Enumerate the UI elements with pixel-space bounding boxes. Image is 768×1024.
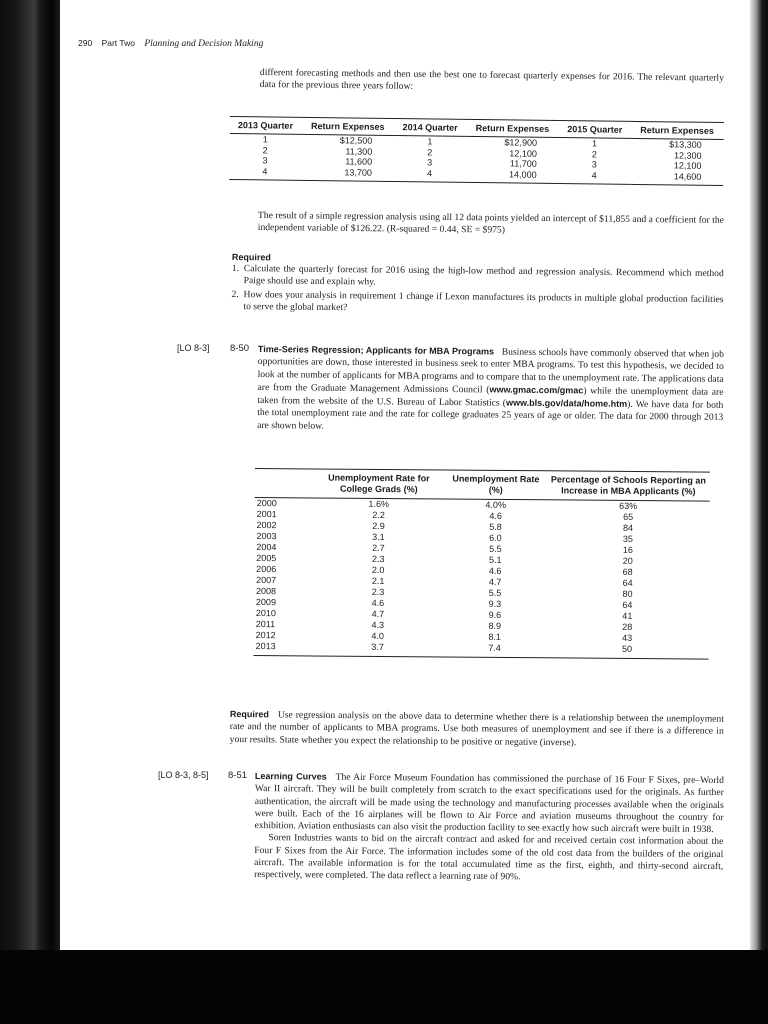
table-cell: 2012 bbox=[255, 630, 276, 641]
table-cell: 8.9 bbox=[488, 620, 502, 631]
table-cell: 4.6 bbox=[371, 597, 385, 609]
table-cell: 3.1 bbox=[372, 531, 385, 543]
unemployment-mba-table bbox=[254, 468, 710, 660]
table-row bbox=[254, 641, 709, 659]
regression-result-paragraph: The result of a simple regression analysis using all 12 data points yielded an intercept of $11,855 and a coefficient for the independent variable of $126.22. (R-squared = 0.44, SE = $975) bbox=[257, 210, 724, 236]
table-cell: 20 bbox=[622, 555, 633, 566]
text-segment: ) while the unemployment data are taken from the website of the U.S. Bureau of Labor Statistics ( bbox=[257, 385, 724, 409]
page-binding-shadow bbox=[0, 0, 60, 950]
table-cell: 64 bbox=[622, 599, 633, 610]
table-cell: 4.0 bbox=[371, 630, 384, 642]
item-number: 1. bbox=[231, 262, 240, 275]
table-cell: 35 bbox=[622, 533, 633, 544]
page-number: 290 bbox=[78, 38, 93, 48]
intro-paragraph: different forecasting methods and then use the best one to forecast quarterly expenses for 2016. The relevant quarterly data for the previous three years follow: bbox=[259, 67, 724, 93]
table-cell: 2002 bbox=[256, 520, 277, 531]
table-cell: 1.6% bbox=[368, 498, 390, 510]
table-cell: 9.3 bbox=[488, 598, 502, 609]
problem-8-51-text-1 bbox=[254, 770, 724, 837]
table-cell: 4.3 bbox=[371, 619, 385, 631]
table-cell: 12,300 bbox=[673, 149, 702, 161]
table-cell: 4 bbox=[229, 165, 300, 180]
table-cell: 3 bbox=[427, 157, 433, 168]
problem-8-50-text bbox=[257, 343, 724, 437]
table-cell: 2000 bbox=[256, 498, 277, 509]
table-cell: 65 bbox=[623, 511, 634, 522]
table-cell: 2003 bbox=[256, 531, 277, 542]
table-cell: 4.0% bbox=[485, 499, 507, 510]
list-item bbox=[232, 263, 724, 291]
table-cell: 2 bbox=[427, 146, 433, 157]
required-block-2 bbox=[230, 708, 724, 751]
table-cell: $13,300 bbox=[669, 139, 702, 150]
table-cell: 2.1 bbox=[371, 575, 385, 587]
table-cell: 4 bbox=[394, 168, 465, 183]
table-cell: 68 bbox=[622, 566, 633, 577]
item-text: How does your analysis in requirement 1 change if Lexon manufactures its products in multiple global production facilities to serve the global market? bbox=[243, 289, 724, 313]
table-cell: 2.3 bbox=[371, 586, 385, 598]
table-cell: 2004 bbox=[256, 542, 277, 553]
table-cell: 1 bbox=[592, 138, 598, 149]
problem-8-50-block bbox=[257, 343, 724, 437]
text-segment: The Air Force Museum Foundation has commissioned the purchase of 16 Four F Sixes, pre–World War II aircraft. They will be built completely from scratch to the exact specifications used for the originals. As further authentication, the aircraft will be made using the technology and manufacturing processes available when the originals were built. Each of the 16 airplanes will be flown to Air Force and aviation museums throughout the country for exhibition. Aviation enthusiasts can also visit the production facility to see exactly how such aircraft were built in 1938. bbox=[254, 771, 724, 836]
table-cell: 12,100 bbox=[673, 160, 702, 171]
item-text: Calculate the quarterly forecast for 2016 using the high-low method and regression analysis. Recommend which method Paige should use and explain why. bbox=[243, 263, 724, 288]
table-cell: 5.8 bbox=[489, 521, 502, 532]
required-2-paragraph bbox=[230, 708, 724, 751]
table-cell: 12,100 bbox=[509, 147, 537, 159]
column-header: 2013 Quarter bbox=[230, 116, 301, 134]
table-cell: 2 bbox=[591, 148, 598, 159]
table-cell: 8.1 bbox=[488, 631, 501, 642]
scan-bottom-band bbox=[0, 950, 768, 1024]
column-header: Unemployment Rate for College Grads (%) bbox=[313, 469, 445, 499]
part-label: Part Two bbox=[101, 38, 135, 48]
bls-url: www.bls.gov/data/home.htm bbox=[505, 397, 628, 410]
table-cell: 2001 bbox=[256, 509, 277, 520]
table-cell: 43 bbox=[622, 632, 633, 643]
table-cell: 2.9 bbox=[372, 520, 385, 532]
column-header: Return Expenses bbox=[466, 119, 560, 137]
table-cell: 3 bbox=[262, 155, 268, 166]
table-cell: 2006 bbox=[256, 564, 277, 575]
column-header: Percentage of Schools Reporting an Increase in MBA Applicants (%) bbox=[547, 471, 710, 501]
table-cell: 1 bbox=[427, 136, 433, 147]
required-heading: Required bbox=[229, 708, 270, 720]
required-heading: Required bbox=[231, 252, 272, 263]
table-cell: 2008 bbox=[255, 586, 277, 597]
table-cell: 14,600 bbox=[630, 170, 724, 185]
table-cell: 3 bbox=[591, 159, 597, 170]
table-cell: 4.7 bbox=[371, 608, 385, 620]
return-expenses-table bbox=[229, 116, 724, 186]
column-header: Return Expenses bbox=[630, 121, 724, 139]
table-cell: 4.6 bbox=[489, 510, 502, 521]
text-segment: Business schools have commonly observed that when job opportunities are down, those interested in business seek to enter MBA programs. To test this hypothesis, we decided to look at the number of applicants for MBA programs and to compare that to the unemployment rate. The applications data are from the Graduate Management Admissions Council ( bbox=[257, 346, 724, 396]
requirements-list bbox=[231, 263, 723, 317]
column-header: Unemployment Rate (%) bbox=[445, 470, 547, 500]
column-header: 2015 Quarter bbox=[559, 121, 630, 139]
table-cell: 80 bbox=[622, 588, 633, 599]
table-cell: 2 bbox=[262, 144, 268, 155]
table-cell: 13,700 bbox=[300, 166, 394, 181]
table-cell: 16 bbox=[622, 544, 633, 555]
table-cell: 2011 bbox=[255, 619, 276, 630]
problem-number: 8-51 bbox=[228, 770, 248, 781]
learning-objective-tag: [LO 8-3, 8-5] bbox=[158, 770, 209, 780]
table-cell: 2009 bbox=[255, 597, 277, 608]
table-cell: 28 bbox=[622, 621, 633, 632]
table-cell: 2013 bbox=[254, 641, 312, 656]
table-cell: 4.6 bbox=[488, 565, 502, 576]
table-cell: 2.2 bbox=[372, 509, 385, 521]
problem-number: 8-50 bbox=[230, 343, 250, 354]
table-cell: 3.7 bbox=[312, 641, 444, 657]
column-header: Return Expenses bbox=[301, 117, 395, 135]
table-header-row bbox=[255, 468, 710, 501]
table-cell: 11,600 bbox=[345, 156, 373, 167]
learning-objective-tag: [LO 8-3] bbox=[177, 343, 210, 353]
text-segment: Use regression analysis on the above data to determine whether there is a relationship between the unemployment rate and the number of applicants to MBA programs. Use both measures of unemployment and see if there is a difference in your results. State whether you expect the relationship to be positive or negative (inverse). bbox=[229, 709, 724, 748]
table-cell: 1 bbox=[262, 134, 268, 145]
table-cell: 41 bbox=[622, 610, 633, 621]
chapter-title: Planning and Decision Making bbox=[144, 39, 264, 49]
table-cell: 14,000 bbox=[465, 168, 559, 183]
table-cell: 4 bbox=[559, 170, 630, 185]
table-cell: 63% bbox=[619, 500, 638, 512]
problem-title: Time-Series Regression; Applicants for MBA Programs bbox=[257, 343, 495, 357]
problem-title: Learning Curves bbox=[254, 770, 327, 782]
table-cell: 4.7 bbox=[488, 576, 502, 587]
table-cell: 2005 bbox=[256, 553, 277, 564]
table-cell: 9.6 bbox=[488, 609, 502, 620]
item-number: 2. bbox=[231, 288, 239, 301]
problem-8-51-block bbox=[254, 770, 724, 886]
table-cell: 6.0 bbox=[489, 532, 502, 543]
table-cell: 2.3 bbox=[371, 553, 385, 565]
table-cell: 5.5 bbox=[489, 543, 502, 554]
column-header: 2014 Quarter bbox=[394, 119, 465, 137]
table-cell: $12,900 bbox=[504, 137, 538, 148]
intro-block bbox=[260, 67, 724, 97]
text-segment: ). We have data for both the total unemployment rate and the rate for college graduates 25 years of age or older. The data for 2000 through 2013 are shown below. bbox=[257, 399, 724, 432]
page-edge-shadow bbox=[750, 0, 768, 950]
regression-result-block bbox=[258, 210, 724, 239]
gmac-url: www.gmac.com/gmac bbox=[489, 384, 584, 396]
problem-8-51-text-2: Soren Industries wants to bid on the aircraft contract and asked for and received certain cost information about the Four F Sixes from the Air Force. The information includes some of the old cost data from the builders of the original aircraft. The available information is for the total accumulated time as the first, eighth, and thirty-second aircraft, respectively, were completed. The data reflect a learning rate of 90%. bbox=[254, 832, 724, 883]
table-cell: 5.5 bbox=[488, 587, 502, 598]
table-cell: $12,500 bbox=[339, 135, 373, 146]
table-cell: 64 bbox=[622, 577, 633, 588]
running-head bbox=[78, 38, 263, 49]
table-cell: 2.0 bbox=[371, 564, 385, 576]
table-cell: 2010 bbox=[255, 608, 276, 619]
table-cell: 7.4 bbox=[444, 642, 546, 657]
table-cell: 11,700 bbox=[509, 158, 537, 169]
table-cell: 84 bbox=[622, 522, 634, 533]
table-cell: 50 bbox=[546, 643, 709, 659]
column-header bbox=[255, 468, 313, 497]
required-block-1 bbox=[231, 252, 724, 320]
table-cell: 2.7 bbox=[372, 542, 385, 554]
table-cell: 11,300 bbox=[345, 145, 373, 157]
list-item bbox=[231, 289, 723, 317]
table-cell: 5.1 bbox=[488, 554, 502, 565]
table-cell: 2007 bbox=[256, 575, 277, 586]
